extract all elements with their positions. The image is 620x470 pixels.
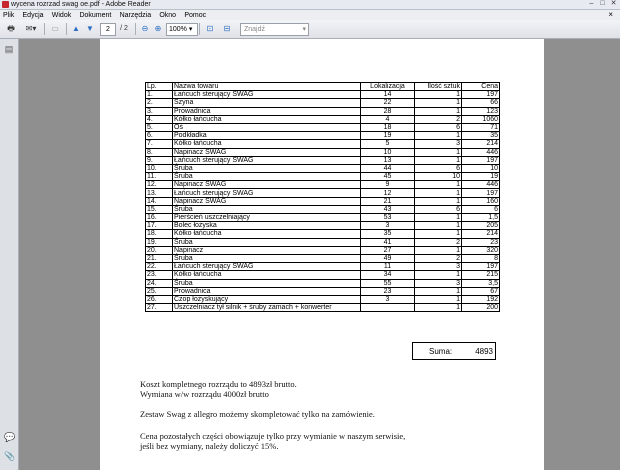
table-cell: 10. xyxy=(146,164,173,172)
table-cell: 19 xyxy=(462,173,500,181)
table-row xyxy=(146,91,500,99)
table-cell: 1 xyxy=(415,189,462,197)
table-cell: Szyna xyxy=(173,99,361,107)
paragraph-replacement-cost: Wymiana w/w rozrządu 4000zł brutto xyxy=(140,389,269,399)
table-cell: Napinacz SWAG xyxy=(173,148,361,156)
table-cell: 2 xyxy=(415,115,462,123)
table-cell: 1 xyxy=(415,287,462,295)
table-row xyxy=(146,246,500,254)
table-cell: Śruba xyxy=(173,254,361,262)
comments-icon[interactable]: 💬 xyxy=(4,432,16,442)
table-cell: 10 xyxy=(361,148,415,156)
table-cell: 1 xyxy=(415,230,462,238)
table-cell: 4. xyxy=(146,115,173,123)
table-row xyxy=(146,99,500,107)
table-cell: Napinacz SWAG xyxy=(173,197,361,205)
menu-window[interactable]: Okno xyxy=(159,12,177,19)
table-cell: Prowadnica xyxy=(173,287,361,295)
next-page-icon[interactable]: ▼ xyxy=(86,24,94,33)
table-cell: Łańcuch sterujący SWAG xyxy=(173,189,361,197)
table-cell: 25. xyxy=(146,287,173,295)
table-cell: 1 xyxy=(415,304,462,312)
menu-document[interactable]: Dokument xyxy=(79,12,112,19)
table-cell: 123 xyxy=(462,107,500,115)
table-cell: 1 xyxy=(415,181,462,189)
table-cell: 12 xyxy=(361,189,415,197)
table-cell: Prowadnica xyxy=(173,107,361,115)
table-cell: 1 xyxy=(415,197,462,205)
table-cell: 6. xyxy=(146,132,173,140)
table-cell: 197 xyxy=(462,189,500,197)
table-row xyxy=(146,279,500,287)
header-name: Nazwa towaru xyxy=(173,83,361,91)
table-cell: 1060 xyxy=(462,115,500,123)
table-row xyxy=(146,254,500,262)
chevron-down-icon: ▾ xyxy=(302,26,306,33)
close-document-icon[interactable]: × xyxy=(608,10,613,19)
table-cell: 2 xyxy=(415,254,462,262)
table-cell: Śruba xyxy=(173,238,361,246)
table-cell: 12. xyxy=(146,181,173,189)
table-row xyxy=(146,238,500,246)
table-cell: 1 xyxy=(415,107,462,115)
table-cell: 3 xyxy=(415,263,462,271)
table-cell: 49 xyxy=(361,254,415,262)
table-cell: Napinacz xyxy=(173,246,361,254)
table-cell: 1 xyxy=(415,99,462,107)
table-row xyxy=(146,287,500,295)
table-row xyxy=(146,214,500,222)
table-row xyxy=(146,115,500,123)
table-cell: 24. xyxy=(146,279,173,287)
table-cell: 6 xyxy=(415,164,462,172)
prev-page-icon[interactable]: ▲ xyxy=(72,24,80,33)
toolbar xyxy=(0,20,620,39)
table-cell: 23 xyxy=(361,287,415,295)
paragraph-swag-order: Zestaw Swag z allegro możemy skompletować tylko na zamówienie. xyxy=(140,409,375,419)
table-cell: 1 xyxy=(415,132,462,140)
table-cell: 1,5 xyxy=(462,214,500,222)
table-cell: Napinacz SWAG xyxy=(173,181,361,189)
table-row xyxy=(146,189,500,197)
attachment-icon[interactable]: 📎 xyxy=(4,451,16,461)
header-quantity: Ilość sztuk xyxy=(415,83,462,91)
table-cell: Kółko łańcucha xyxy=(173,271,361,279)
table-cell: Kółko łańcucha xyxy=(173,115,361,123)
menu-view[interactable]: Widok xyxy=(51,12,72,19)
table-cell: 10 xyxy=(462,164,500,172)
table-cell: Łańcuch sterujący SWAG xyxy=(173,91,361,99)
table-cell: 21. xyxy=(146,254,173,262)
table-cell: 214 xyxy=(462,230,500,238)
paragraph-price-note: Cena pozostałych części obowiązuje tylko przy wymianie w naszym serwisie, xyxy=(140,431,406,441)
table-row xyxy=(146,230,500,238)
table-cell xyxy=(361,304,415,312)
share-icon[interactable]: ✉▾ xyxy=(25,24,37,33)
menu-tools[interactable]: Narzędzia xyxy=(119,12,152,19)
search-input[interactable]: Znajdź ▾ xyxy=(240,23,309,36)
header-lp: Lp. xyxy=(146,83,173,91)
table-cell: 35 xyxy=(361,230,415,238)
menu-bar xyxy=(0,10,620,20)
sum-value: 4893 xyxy=(475,347,493,356)
table-row xyxy=(146,304,500,312)
page-total: / 2 xyxy=(120,25,128,32)
table-cell: 9. xyxy=(146,156,173,164)
table-cell: Łańcuch sterujący SWAG xyxy=(173,156,361,164)
table-cell: 18. xyxy=(146,230,173,238)
table-cell: 19 xyxy=(361,132,415,140)
table-cell: Oś xyxy=(173,123,361,131)
zoom-select[interactable]: 100% ▾ xyxy=(166,23,198,36)
table-cell: 23 xyxy=(462,238,500,246)
table-cell: Podkładka xyxy=(173,132,361,140)
table-header xyxy=(146,83,500,91)
sum-box xyxy=(412,342,496,360)
table-cell: Łańcuch sterujący SWAG xyxy=(173,263,361,271)
table-cell: 44 xyxy=(361,164,415,172)
header-location: Lokalizacja xyxy=(361,83,415,91)
table-cell: 1 xyxy=(415,148,462,156)
table-cell: Kółko łańcucha xyxy=(173,230,361,238)
table-row xyxy=(146,222,500,230)
table-cell: 200 xyxy=(462,304,500,312)
table-cell: 215 xyxy=(462,271,500,279)
table-row xyxy=(146,295,500,303)
document-page xyxy=(100,39,544,470)
table-cell: 3,5 xyxy=(462,279,500,287)
table-cell: 10 xyxy=(415,173,462,181)
table-cell: 446 xyxy=(462,148,500,156)
table-cell: Uszczelniacz tył silnik + śruby zamach + konwerter xyxy=(173,304,361,312)
sum-label: Suma: xyxy=(429,347,453,356)
table-cell: 5 xyxy=(361,140,415,148)
page-number-input[interactable]: 2 xyxy=(100,23,116,36)
table-row xyxy=(146,164,500,172)
table-cell: 1 xyxy=(415,91,462,99)
table-cell: 16. xyxy=(146,214,173,222)
title-bar xyxy=(0,0,620,10)
table-cell: 27 xyxy=(361,246,415,254)
table-cell: 9 xyxy=(361,181,415,189)
table-cell: 160 xyxy=(462,197,500,205)
table-row xyxy=(146,148,500,156)
table-cell: 19. xyxy=(146,238,173,246)
table-row xyxy=(146,123,500,131)
paragraph-surcharge: jeśli bez wymiany, należy doliczyć 15%. xyxy=(140,441,279,451)
paragraph-total-cost: Koszt kompletnego rozrządu to 4893zł brutto. xyxy=(140,379,297,389)
table-cell: 7. xyxy=(146,140,173,148)
table-cell: 197 xyxy=(462,263,500,271)
table-cell: 13 xyxy=(361,156,415,164)
table-row xyxy=(146,140,500,148)
table-cell: 8 xyxy=(462,254,500,262)
table-cell: 22 xyxy=(361,99,415,107)
table-cell: 71 xyxy=(462,123,500,131)
table-cell: 20. xyxy=(146,246,173,254)
table-cell: 1 xyxy=(415,156,462,164)
menu-file[interactable]: Plik xyxy=(3,12,15,19)
table-cell: 35 xyxy=(462,132,500,140)
table-row xyxy=(146,205,500,213)
table-cell: 3 xyxy=(361,295,415,303)
table-cell: 26. xyxy=(146,295,173,303)
table-cell: 43 xyxy=(361,205,415,213)
table-cell: 1. xyxy=(146,91,173,99)
fit-width-icon[interactable]: ⊟ xyxy=(223,24,231,33)
table-cell: 27. xyxy=(146,304,173,312)
table-cell: 28 xyxy=(361,107,415,115)
table-cell: 4 xyxy=(361,115,415,123)
table-cell: 18 xyxy=(361,123,415,131)
table-row xyxy=(146,271,500,279)
table-cell: 1 xyxy=(415,295,462,303)
table-cell: 6 xyxy=(415,205,462,213)
table-cell: 45 xyxy=(361,173,415,181)
table-cell: 320 xyxy=(462,246,500,254)
table-cell: 1 xyxy=(415,214,462,222)
table-cell: 15. xyxy=(146,205,173,213)
table-cell: 197 xyxy=(462,156,500,164)
table-cell: 3 xyxy=(415,140,462,148)
table-cell: 1 xyxy=(415,222,462,230)
fit-page-icon[interactable]: ⊡ xyxy=(206,24,214,33)
table-cell: 23. xyxy=(146,271,173,279)
menu-edit[interactable]: Edycja xyxy=(22,12,44,19)
table-cell: 34 xyxy=(361,271,415,279)
table-cell: 11 xyxy=(361,263,415,271)
header-price: Cena xyxy=(462,83,500,91)
table-row xyxy=(146,263,500,271)
navigation-panel xyxy=(0,39,19,470)
table-cell: Śruba xyxy=(173,164,361,172)
table-cell: 55 xyxy=(361,279,415,287)
table-cell: 21 xyxy=(361,197,415,205)
menu-help[interactable]: Pomoc xyxy=(184,12,207,19)
table-cell: 53 xyxy=(361,214,415,222)
table-cell: 1 xyxy=(415,271,462,279)
table-cell: 8. xyxy=(146,148,173,156)
table-cell: 5. xyxy=(146,123,173,131)
maximize-button[interactable]: □ xyxy=(600,0,605,7)
minimize-button[interactable]: – xyxy=(589,0,594,7)
table-cell: Bolec łożyska xyxy=(173,222,361,230)
pages-icon[interactable]: ▤ xyxy=(4,44,14,54)
table-row xyxy=(146,173,500,181)
table-cell: 197 xyxy=(462,91,500,99)
table-cell: 6 xyxy=(462,205,500,213)
table-cell: 13. xyxy=(146,189,173,197)
table-cell: Śruba xyxy=(173,173,361,181)
zoom-in-icon[interactable]: ⊕ xyxy=(154,24,162,33)
table-cell: 214 xyxy=(462,140,500,148)
table-cell: 3 xyxy=(415,279,462,287)
parts-table xyxy=(145,82,500,312)
table-cell: 3. xyxy=(146,107,173,115)
table-cell: Śruba xyxy=(173,279,361,287)
table-cell: 1 xyxy=(415,246,462,254)
table-cell: 2. xyxy=(146,99,173,107)
table-cell: 17. xyxy=(146,222,173,230)
table-cell: 11. xyxy=(146,173,173,181)
adobe-reader-icon xyxy=(2,1,9,8)
table-row xyxy=(146,132,500,140)
zoom-out-icon[interactable]: ⊖ xyxy=(141,24,149,33)
table-cell: 205 xyxy=(462,222,500,230)
table-cell: Pierścień uszczelniający xyxy=(173,214,361,222)
table-cell: 6 xyxy=(415,123,462,131)
table-cell: 192 xyxy=(462,295,500,303)
table-row xyxy=(146,197,500,205)
table-cell: Śruba xyxy=(173,205,361,213)
comment-icon[interactable]: ▭ xyxy=(51,24,59,33)
window-title: wycena rozrzad swag oe.pdf - Adobe Reader xyxy=(11,1,151,8)
close-button[interactable]: ✕ xyxy=(610,0,617,7)
table-row xyxy=(146,156,500,164)
table-cell: 41 xyxy=(361,238,415,246)
table-cell: 3 xyxy=(361,222,415,230)
print-icon[interactable]: 🖶 xyxy=(7,24,15,33)
table-cell: 446 xyxy=(462,181,500,189)
table-cell: 14 xyxy=(361,91,415,99)
table-cell: Kółko łańcucha xyxy=(173,140,361,148)
table-cell: 22. xyxy=(146,263,173,271)
table-row xyxy=(146,181,500,189)
table-row xyxy=(146,107,500,115)
table-cell: 67 xyxy=(462,287,500,295)
table-cell: 14. xyxy=(146,197,173,205)
table-cell: 66 xyxy=(462,99,500,107)
table-cell: Czop łożyskujący xyxy=(173,295,361,303)
table-cell: 2 xyxy=(415,238,462,246)
